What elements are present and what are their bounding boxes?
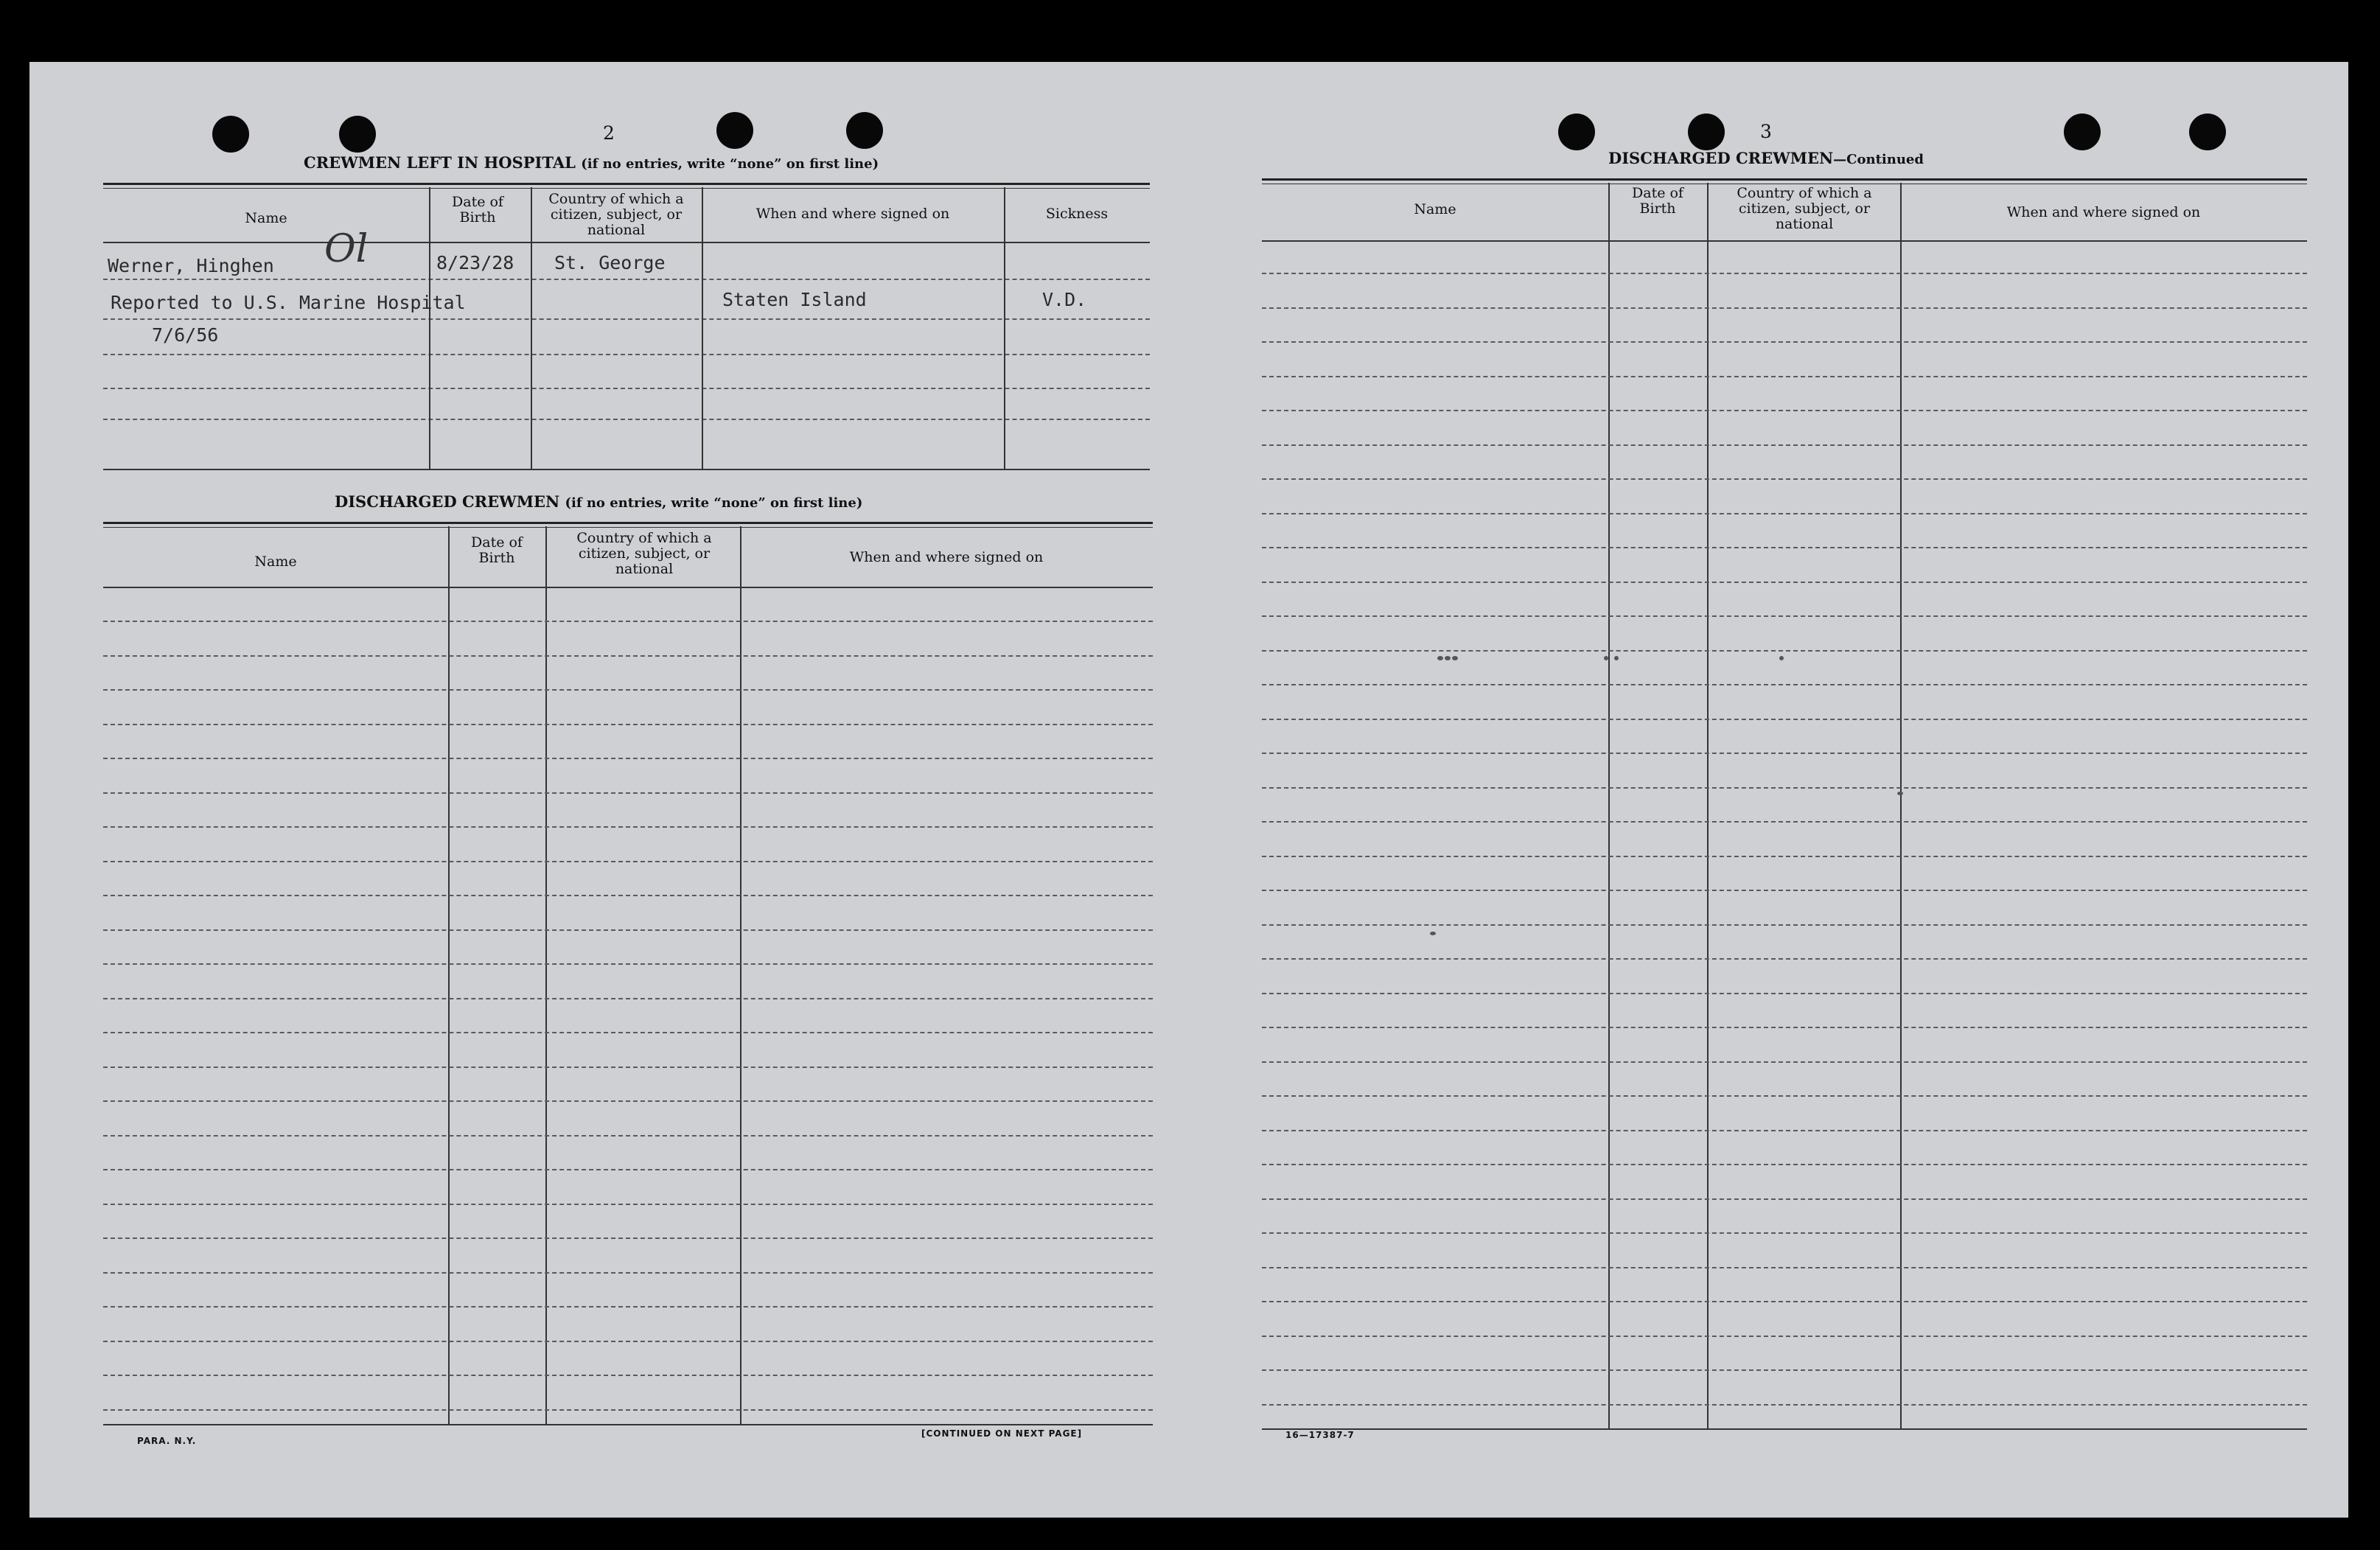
scan-speck [1614, 656, 1619, 660]
col-header-signed-on: When and where signed on [2006, 204, 2201, 220]
col-header-dob: Date of Birth [471, 534, 523, 566]
entry-dob: 8/23/28 [436, 252, 514, 273]
ruled-line [103, 792, 1153, 794]
ruled-line [1262, 958, 2307, 960]
ruled-line [1262, 821, 2307, 823]
ruled-line [1262, 1232, 2307, 1234]
discharged-table-left [103, 522, 1153, 1436]
ruled-line [1262, 1404, 2307, 1406]
ruled-line [1262, 547, 2307, 548]
scan-speck [1445, 656, 1451, 660]
document-sheet [29, 62, 2348, 1518]
ruled-line [103, 929, 1153, 931]
ruled-line [103, 1032, 1153, 1033]
entry-note: Reported to U.S. Marine Hospital [111, 292, 466, 313]
ruled-line [103, 655, 1153, 657]
ruled-line [1262, 1198, 2307, 1200]
ruled-line [103, 998, 1153, 999]
col-header-signed-on: When and where signed on [755, 206, 950, 222]
scan-speck [1452, 656, 1458, 660]
col-header-signed-on: When and where signed on [849, 549, 1044, 565]
footer-printer: PARA. N.Y. [137, 1436, 197, 1446]
ruled-line [1262, 478, 2307, 480]
ruled-line [1262, 787, 2307, 789]
ruled-line [103, 1135, 1153, 1137]
ruled-line [1262, 1267, 2307, 1268]
ruled-line [1262, 615, 2307, 617]
handwritten-mark: Ol [324, 227, 369, 271]
col-header-sickness: Sickness [1045, 206, 1109, 222]
punch-hole [2189, 114, 2226, 150]
scan-speck [1430, 932, 1436, 935]
ruled-line [103, 758, 1153, 759]
ruled-line [103, 1341, 1153, 1342]
discharged-continued-title: DISCHARGED CREWMEN—Continued [1608, 149, 1924, 167]
punch-hole [1558, 114, 1595, 150]
discharged-table-right [1262, 178, 2307, 1446]
col-header-name: Name [245, 210, 287, 226]
ruled-line [1262, 753, 2307, 754]
entry-date: 7/6/56 [152, 324, 219, 346]
ruled-line [103, 1169, 1153, 1170]
punch-hole [846, 112, 883, 149]
ruled-line [1262, 1061, 2307, 1063]
ruled-line [103, 895, 1153, 896]
col-header-country: Country of which a citizen, subject, or national [576, 530, 712, 577]
hospital-section-title: CREWMEN LEFT IN HOSPITAL (if no entries, write “none” on first line) [304, 153, 879, 172]
entry-signed-on: Staten Island [722, 289, 867, 310]
col-header-name: Name [254, 554, 297, 570]
ruled-line [1262, 273, 2307, 274]
punch-hole [716, 112, 753, 149]
ruled-line [103, 861, 1153, 862]
ruled-line [103, 689, 1153, 691]
footer-form-number: 16—17387-7 [1285, 1430, 1355, 1440]
ruled-line [1262, 1027, 2307, 1028]
punch-hole [212, 116, 249, 153]
ruled-line [103, 826, 1153, 828]
scan-speck [1604, 656, 1608, 660]
ruled-line [1262, 1336, 2307, 1337]
ruled-line [1262, 444, 2307, 446]
ruled-line [103, 963, 1153, 965]
punch-hole [2064, 114, 2101, 150]
ruled-line [1262, 582, 2307, 583]
page-number: 2 [603, 122, 615, 144]
ruled-line [1262, 1369, 2307, 1371]
col-header-dob: Date of Birth [452, 194, 503, 226]
scan-speck [1897, 792, 1903, 795]
ruled-line [103, 1100, 1153, 1102]
ruled-line [103, 724, 1153, 725]
scan-speck [1437, 656, 1443, 660]
ruled-line [1262, 993, 2307, 994]
punch-hole [339, 116, 376, 153]
scan-speck [1779, 656, 1784, 660]
ruled-line [1262, 1095, 2307, 1097]
ruled-line [103, 1375, 1153, 1376]
ruled-line [1262, 307, 2307, 309]
col-header-country: Country of which a citizen, subject, or national [1737, 185, 1872, 232]
ruled-line [1262, 890, 2307, 891]
ruled-line [103, 1409, 1153, 1411]
entry-country: St. George [554, 252, 666, 273]
entry-name: Werner, Hinghen [108, 255, 274, 276]
ruled-line [1262, 684, 2307, 685]
ruled-line [103, 1204, 1153, 1205]
entry-sickness: V.D. [1042, 289, 1087, 310]
page-number: 3 [1760, 121, 1772, 142]
discharged-section-title: DISCHARGED CREWMEN (if no entries, write “none” on first line) [335, 492, 863, 511]
ruled-line [1262, 1301, 2307, 1302]
punch-hole [1688, 114, 1725, 150]
col-header-name: Name [1414, 201, 1456, 217]
ruled-line [1262, 1130, 2307, 1131]
ruled-line [1262, 376, 2307, 377]
ruled-line [1262, 719, 2307, 720]
ruled-line [1262, 341, 2307, 343]
ruled-line [103, 1272, 1153, 1274]
ruled-line [103, 1237, 1153, 1239]
ruled-line [1262, 856, 2307, 857]
ruled-line [103, 621, 1153, 622]
footer-continued: [CONTINUED ON NEXT PAGE] [921, 1428, 1083, 1439]
ruled-line [103, 1067, 1153, 1068]
hospital-table [103, 183, 1150, 531]
ruled-line [1262, 513, 2307, 514]
ruled-line [1262, 410, 2307, 411]
col-header-country: Country of which a citizen, subject, or national [548, 191, 684, 238]
ruled-line [1262, 1164, 2307, 1165]
col-header-dob: Date of Birth [1632, 185, 1683, 217]
ruled-line [103, 1306, 1153, 1308]
ruled-line [1262, 924, 2307, 926]
ruled-line [1262, 650, 2307, 652]
